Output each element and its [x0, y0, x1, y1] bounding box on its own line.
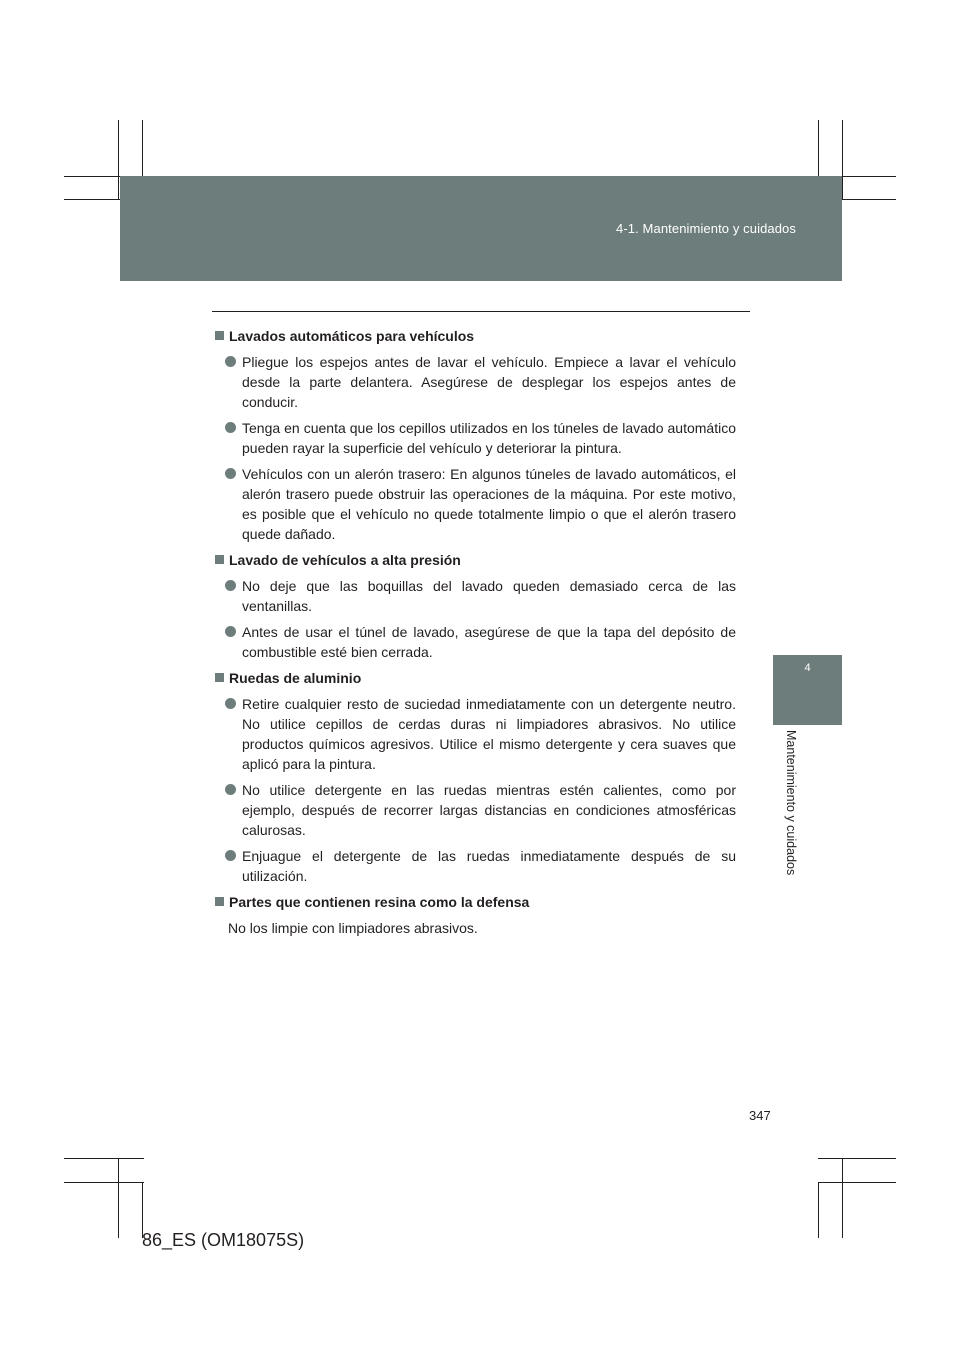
content-divider [212, 311, 750, 312]
list-item-text: Retire cualquier resto de suciedad inmediatamente con un detergente neutro. No utilice cepillos de cerdas duras ni limpiadores abrasivos. No utilice productos químicos agresivos. Utilice el mismo detergente y cera suaves que aplicó para la pintura. [242, 696, 736, 772]
section-heading [214, 550, 736, 570]
list-item [214, 622, 736, 662]
square-bullet-icon [215, 555, 224, 564]
section-heading-text: Partes que contienen resina como la defensa [229, 894, 530, 910]
crop-mark [818, 1182, 819, 1238]
list-item [214, 694, 736, 774]
section-high-pressure-wash [214, 550, 736, 662]
chapter-number: 4 [804, 662, 811, 674]
section-heading-text: Lavado de vehículos a alta presión [229, 552, 461, 568]
chapter-label-text: Mantenimiento y cuidados [784, 730, 798, 876]
circle-bullet-icon [225, 698, 236, 709]
circle-bullet-icon [225, 468, 236, 479]
list-item [214, 464, 736, 544]
crop-mark [64, 1182, 144, 1183]
crop-mark [64, 1158, 144, 1159]
list-item [214, 576, 736, 616]
section-heading-text: Ruedas de aluminio [229, 670, 362, 686]
chapter-tab [773, 655, 842, 725]
list-item [214, 846, 736, 886]
crop-mark [842, 1158, 843, 1238]
list-item-text: No utilice detergente en las ruedas mientras estén calientes, como por ejemplo, después de recorrer largas distancias en condiciones atmosféricas calurosas. [242, 782, 736, 838]
section-aluminum-wheels [214, 668, 736, 886]
list-item-text: Antes de usar el túnel de lavado, asegúrese de que la tapa del depósito de combustible esté bien cerrada. [242, 624, 736, 660]
list-item-text: Enjuague el detergente de las ruedas inmediatamente después de su utilización. [242, 848, 736, 884]
crop-mark [118, 120, 119, 200]
circle-bullet-icon [225, 356, 236, 367]
circle-bullet-icon [225, 626, 236, 637]
section-automatic-wash [214, 326, 736, 544]
square-bullet-icon [215, 897, 224, 906]
document-code: 86_ES (OM18075S) [142, 1230, 305, 1250]
list-item [214, 418, 736, 458]
section-title: 4-1. Mantenimiento y cuidados [616, 221, 796, 236]
page-number: 347 [749, 1108, 771, 1123]
crop-mark [118, 1158, 119, 1238]
list-item-text: No deje que las boquillas del lavado queden demasiado cerca de las ventanillas. [242, 578, 736, 614]
section-body-text: No los limpie con limpiadores abrasivos. [228, 920, 478, 936]
circle-bullet-icon [225, 784, 236, 795]
crop-mark [818, 1182, 896, 1183]
crop-mark [818, 1158, 896, 1159]
circle-bullet-icon [225, 422, 236, 433]
list-item [214, 780, 736, 840]
section-heading [214, 668, 736, 688]
chapter-label [784, 730, 808, 910]
square-bullet-icon [215, 673, 224, 682]
list-item-text: Tenga en cuenta que los cepillos utilizados en los túneles de lavado automático pueden rayar la superficie del vehículo y deteriorar la pintura. [242, 420, 736, 456]
circle-bullet-icon [225, 850, 236, 861]
list-item-text: Vehículos con un alerón trasero: En algunos túneles de lavado automáticos, el alerón trasero puede obstruir las operaciones de la máquina. Por este motivo, es posible que el vehículo no quede totalmente limpio o que el alerón trasero quede dañado. [242, 466, 736, 542]
list-item-text: Pliegue los espejos antes de lavar el vehículo. Empiece a lavar el vehículo desde la parte delantera. Asegúrese de desplegar los espejos antes de conducir. [242, 354, 736, 410]
section-heading-text: Lavados automáticos para vehículos [229, 328, 475, 344]
main-content [214, 326, 736, 938]
section-heading [214, 326, 736, 346]
square-bullet-icon [215, 331, 224, 340]
crop-mark [842, 120, 843, 200]
section-heading [214, 892, 736, 912]
list-item [214, 352, 736, 412]
section-resin-parts [214, 892, 736, 938]
circle-bullet-icon [225, 580, 236, 591]
header-band [120, 176, 842, 281]
